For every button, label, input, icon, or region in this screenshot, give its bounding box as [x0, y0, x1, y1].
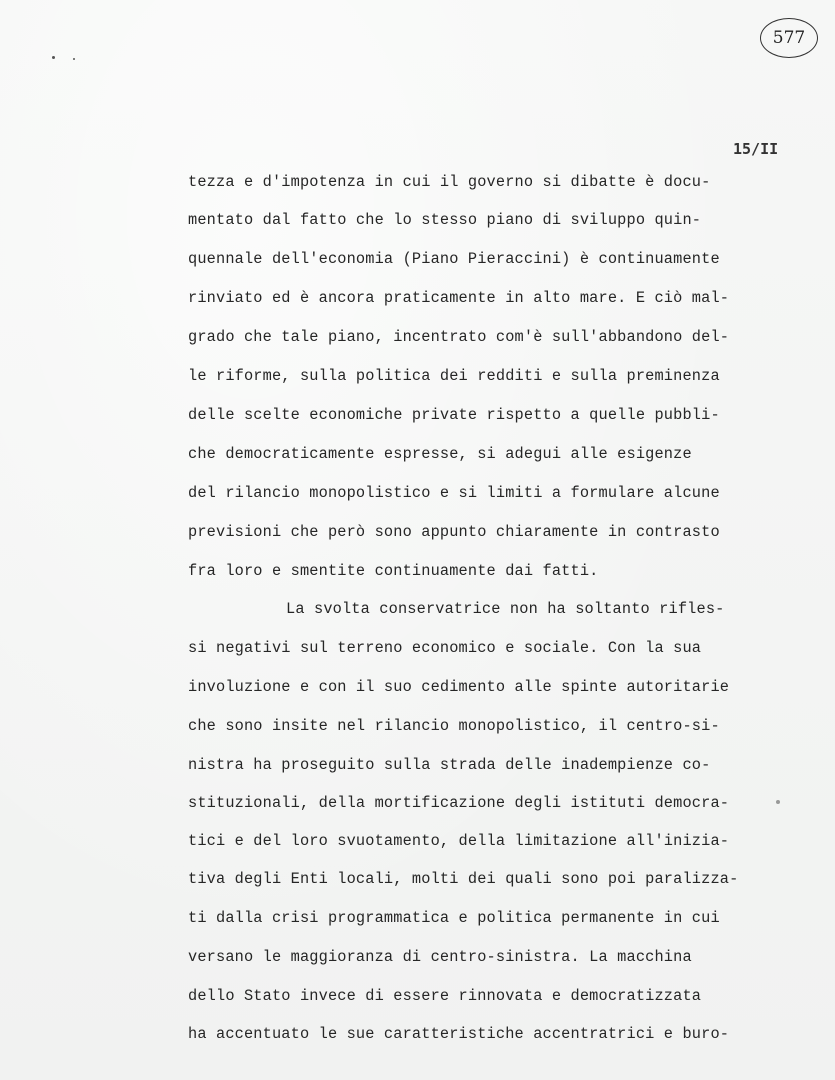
text-line: involuzione e con il suo cedimento alle spinte autoritarie	[188, 678, 730, 696]
text-line: le riforme, sulla politica dei redditi e sulla preminenza	[188, 367, 720, 385]
text-line: nistra ha proseguito sulla strada delle inadempienze co-	[188, 756, 711, 774]
text-line: si negativi sul terreno economico e sociale. Con la sua	[188, 639, 702, 657]
text-line: versano le maggioranza di centro-sinistra. La macchina	[188, 948, 692, 966]
text-line: tiva degli Enti locali, molti dei quali sono poi paralizza-	[188, 870, 739, 888]
text-line: previsioni che però sono appunto chiaramente in contrasto	[188, 523, 720, 541]
text-line: mentato dal fatto che lo stesso piano di sviluppo quin-	[188, 211, 702, 229]
text-line: dello Stato invece di essere rinnovata e democratizzata	[188, 987, 702, 1005]
archive-number: 577	[772, 28, 806, 48]
text-line: delle scelte economiche private rispetto a quelle pubbli-	[188, 406, 720, 424]
page-number: 15/II	[733, 140, 779, 158]
text-line: ha accentuato le sue caratteristiche accentratrici e buro-	[188, 1025, 730, 1043]
text-line: che sono insite nel rilancio monopolistico, il centro-si-	[188, 717, 720, 735]
text-line: del rilancio monopolistico e si limiti a formulare alcune	[188, 484, 720, 502]
paragraph-first-line: La svolta conservatrice non ha soltanto rifles-	[286, 600, 725, 618]
text-line: grado che tale piano, incentrato com'è sull'abbandono del-	[188, 328, 730, 346]
text-line: quennale dell'economia (Piano Pieraccini) è continuamente	[188, 250, 720, 268]
text-line: ti dalla crisi programmatica e politica permanente in cui	[188, 909, 720, 927]
text-line: fra loro e smentite continuamente dai fatti.	[188, 562, 599, 580]
text-line: tezza e d'impotenza in cui il governo si dibatte è docu-	[188, 173, 711, 191]
text-line: che democraticamente espresse, si adegui alle esigenze	[188, 445, 692, 463]
text-line: rinviato ed è ancora praticamente in alto mare. E ciò mal-	[188, 289, 730, 307]
text-line: tici e del loro svuotamento, della limitazione all'inizia-	[188, 832, 730, 850]
text-line: stituzionali, della mortificazione degli istituti democra-	[188, 794, 730, 812]
